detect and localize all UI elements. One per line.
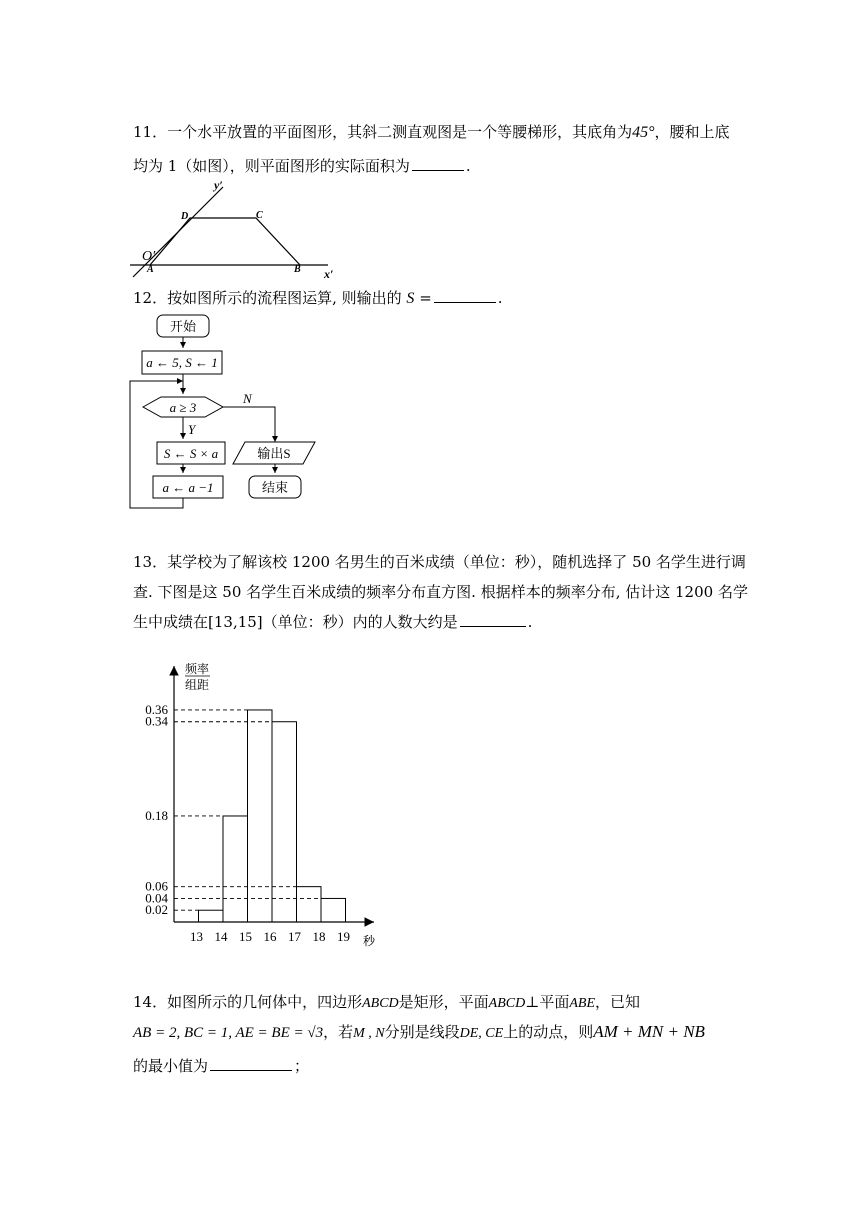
q11-text-b: ，腰和上底 <box>654 123 730 141</box>
y-tick-label: 0.04 <box>145 890 168 906</box>
x-tick-label: 18 <box>312 929 326 944</box>
q14-abcd-2: ABCD <box>488 996 526 1011</box>
q14-mn: M , N <box>353 1026 385 1041</box>
q11-line-2 <box>133 156 733 176</box>
histogram-bar <box>248 710 273 922</box>
flow-yes-label: Y <box>188 422 196 437</box>
q14-line-3 <box>133 1056 733 1076</box>
q12-answer-blank[interactable] <box>434 288 496 303</box>
label-y: y′ <box>214 178 223 192</box>
x-tick-label: 16 <box>263 929 277 944</box>
label-d: D <box>181 211 189 222</box>
q11-text-c: 均为 1（如图），则平面图形的实际面积为 <box>133 157 410 175</box>
q14-text-f: 分别是线段 <box>384 1023 460 1041</box>
q11-angle: 45° <box>632 124 655 141</box>
q14-perp: ⊥ <box>525 993 540 1011</box>
y-label-top: 频率 <box>185 662 210 676</box>
histogram-bar <box>199 910 224 922</box>
q14-text-b: 是矩形，平面 <box>398 993 489 1011</box>
y-tick-label: 0.18 <box>145 807 168 823</box>
q12-line <box>133 288 733 309</box>
x-tick-label: 14 <box>214 929 228 944</box>
q14-abe: ABE <box>569 996 596 1011</box>
label-b: B <box>294 264 301 275</box>
trapezoid-figure <box>128 178 343 283</box>
q14-text-c: 平面 <box>539 993 570 1011</box>
x-tick-label: 17 <box>288 929 301 944</box>
q13-line-3 <box>133 612 733 632</box>
x-tick-label: 15 <box>239 929 252 944</box>
q14-text-e: ，若 <box>323 1023 354 1041</box>
histogram-bar <box>321 898 346 922</box>
histogram-bar <box>223 816 248 922</box>
q14-dece: DE, CE <box>459 1026 504 1041</box>
q14-expr: AM + MN + NB <box>593 1022 705 1041</box>
x-tick-label: 13 <box>190 929 203 944</box>
y-tick-label: 0.34 <box>145 713 168 729</box>
q13-text: 生中成绩在[13,15]（单位：秒）内的人数大约是 <box>133 613 458 631</box>
flow-mult-label: S ← S × a <box>163 446 219 461</box>
q11-text-end: . <box>465 157 471 175</box>
label-o: O′ <box>142 249 156 264</box>
q14-cond: AB = 2, BC = 1, AE = BE = √3 <box>133 1025 324 1041</box>
q12-eq: = <box>419 289 432 307</box>
q13-text-end: . <box>527 613 533 631</box>
q13-line-2: 查. 下图是这 50 名学生百米成绩的频率分布直方图. 根据样本的频率分布, 估计这 1200 名学 <box>133 583 748 601</box>
histogram-bar <box>272 722 297 922</box>
flow-no-label: N <box>243 391 252 406</box>
q14-answer-blank[interactable] <box>210 1056 292 1071</box>
y-tick-label: 0.02 <box>145 902 168 918</box>
q14-text-a: 14．如图所示的几何体中，四边形 <box>133 993 363 1011</box>
q12-text: 12．按如图所示的流程图运算, 则输出的 <box>133 289 402 307</box>
histogram-bar <box>297 887 322 922</box>
label-x: x′ <box>324 267 334 281</box>
y-tick-label: 0.06 <box>145 878 168 894</box>
q11-answer-blank[interactable] <box>412 156 464 171</box>
flow-dec-label: a ← a −1 <box>162 480 214 495</box>
label-a: A <box>147 264 154 275</box>
x-label: 秒 <box>363 934 376 948</box>
flow-start-label: 开始 <box>169 319 197 334</box>
q13-answer-blank[interactable] <box>460 612 526 627</box>
flow-init-label: a ← 5, S ← 1 <box>146 355 218 370</box>
y-tick-label: 0.36 <box>145 701 168 717</box>
q14-abcd: ABCD <box>362 996 399 1011</box>
q14-line-1 <box>133 992 733 1014</box>
q11-line-1 <box>133 122 733 143</box>
flow-cond-label: a ≥ 3 <box>169 400 197 415</box>
flowchart-figure <box>125 310 325 515</box>
q12-text-end: . <box>497 289 503 307</box>
y-label-bottom: 组距 <box>185 678 210 692</box>
q13-line-1: 13．某学校为了解该校 1200 名男生的百米成绩（单位：秒），随机选择了 50 名学生进行调 <box>133 553 746 571</box>
q11-text-a: 11．一个水平放置的平面图形，其斜二测直观图是一个等腰梯形，其底角为 <box>133 123 633 141</box>
flow-output-label: 输出S <box>257 446 291 461</box>
histogram-chart <box>130 658 390 953</box>
q14-text-g: 上的动点，则 <box>503 1023 594 1041</box>
q12-s: S <box>406 290 415 307</box>
q14-text-end: ； <box>294 1057 310 1075</box>
q14-text-h: 的最小值为 <box>133 1057 209 1075</box>
q14-line-2 <box>133 1022 733 1044</box>
flow-end-label: 结束 <box>261 480 289 495</box>
x-tick-label: 19 <box>337 929 350 944</box>
q14-text-d: ，已知 <box>595 993 641 1011</box>
label-c: C <box>256 210 263 221</box>
trapezoid-shape <box>150 218 300 265</box>
